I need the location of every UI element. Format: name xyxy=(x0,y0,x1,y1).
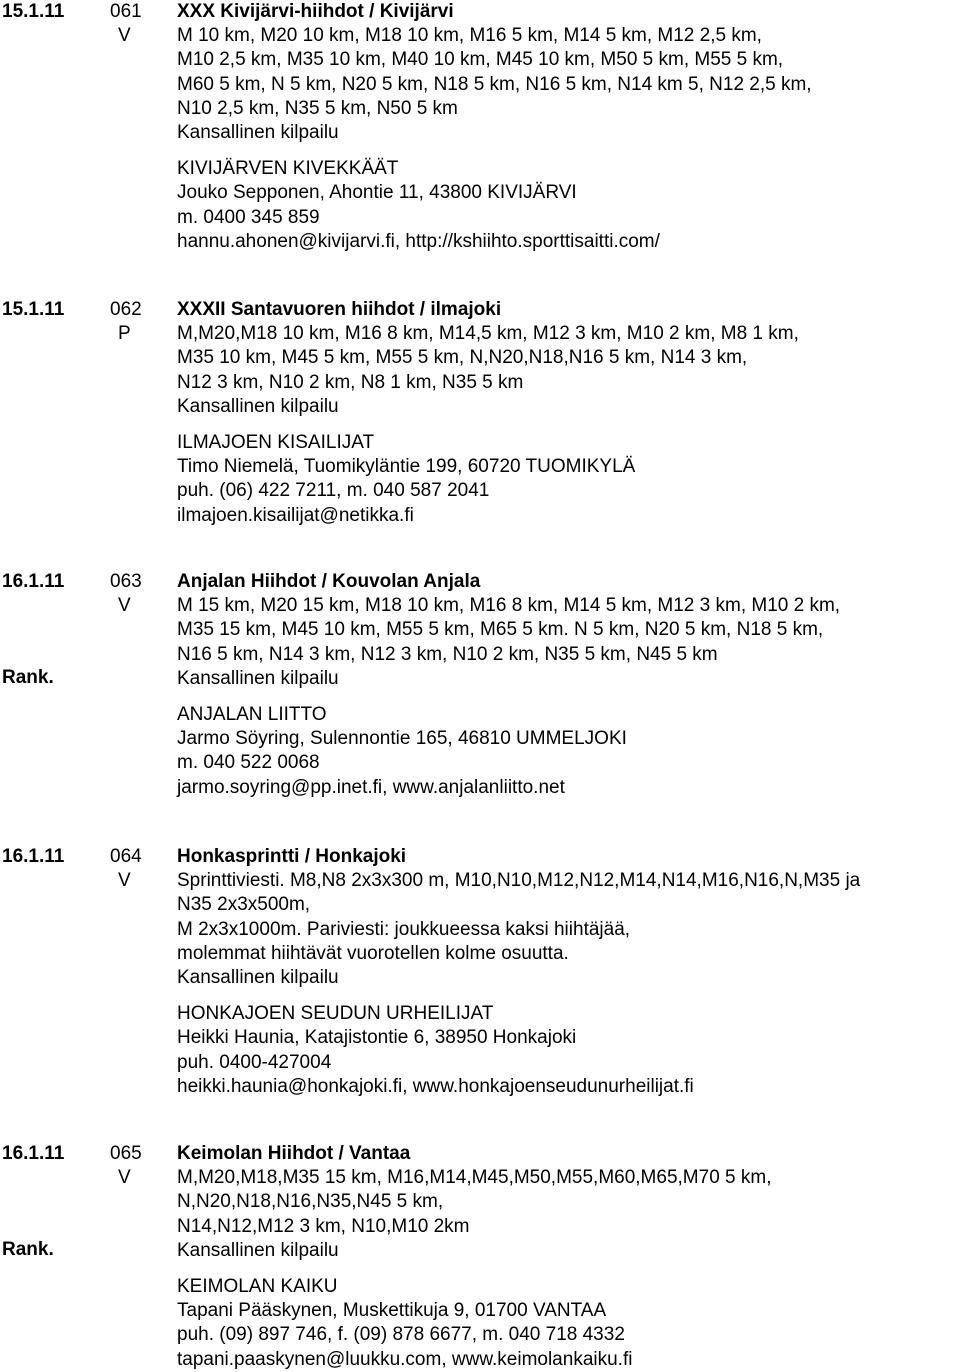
contact-line: puh. (09) 897 746, f. (09) 878 6677, m. 040 718 4332 xyxy=(177,1324,625,1346)
event-063 xyxy=(0,570,960,800)
event-number: 061 xyxy=(110,1,142,22)
event-class: V xyxy=(118,870,131,891)
event-date: 16.1.11 xyxy=(2,571,65,592)
competition-level: Kansallinen kilpailu xyxy=(177,122,339,144)
series-line: M 2x3x1000m. Pariviesti: joukkueessa kaksi hiihtäjää, xyxy=(177,918,631,940)
contact-line: Timo Niemelä, Tuomikyläntie 199, 60720 TUOMIKYLÄ xyxy=(177,456,636,478)
event-number: 063 xyxy=(110,571,142,592)
series-line: molemmat hiihtävät vuorotellen kolme osuutta. xyxy=(177,942,569,964)
series-line: M 15 km, M20 15 km, M18 10 km, M16 8 km, M14 5 km, M12 3 km, M10 2 km, xyxy=(177,595,841,617)
event-number: 065 xyxy=(110,1143,142,1164)
event-062 xyxy=(0,298,960,526)
event-title: Honkasprintti / Honkajoki xyxy=(177,846,407,867)
event-details xyxy=(177,570,960,800)
event-date: 16.1.11 xyxy=(2,846,65,867)
series-line: N12 3 km, N10 2 km, N8 1 km, N35 5 km xyxy=(177,371,524,393)
contact-line: tapani.paaskynen@luukku.com, www.keimolankaiku.fi xyxy=(177,1348,633,1370)
contact-line: m. 0400 345 859 xyxy=(177,206,320,228)
competition-level: Kansallinen kilpailu xyxy=(177,667,339,689)
contact-line: Heikki Haunia, Katajistontie 6, 38950 Honkajoki xyxy=(177,1027,577,1049)
competition-level: Kansallinen kilpailu xyxy=(177,967,339,989)
series-line: M60 5 km, N 5 km, N20 5 km, N18 5 km, N16 5 km, N14 km 5, N12 2,5 km, xyxy=(177,73,812,95)
event-064 xyxy=(0,845,960,1095)
series-line: M35 15 km, M45 10 km, M55 5 km, M65 5 km. N 5 km, N20 5 km, N18 5 km, xyxy=(177,619,824,641)
event-date: 15.1.11 xyxy=(2,299,65,320)
event-class: V xyxy=(118,1167,131,1188)
event-class: V xyxy=(118,25,131,46)
event-title: Keimolan Hiihdot / Vantaa xyxy=(177,1143,411,1164)
event-065 xyxy=(0,1142,960,1368)
organizer-name: KEIMOLAN KAIKU xyxy=(177,1276,338,1298)
event-details xyxy=(177,298,960,528)
series-line: N16 5 km, N14 3 km, N12 3 km, N10 2 km, N35 5 km, N45 5 km xyxy=(177,643,718,665)
contact-line: m. 040 522 0068 xyxy=(177,752,320,774)
series-line: M10 2,5 km, M35 10 km, M40 10 km, M45 10 km, M50 5 km, M55 5 km, xyxy=(177,49,784,71)
competition-level: Kansallinen kilpailu xyxy=(177,395,339,417)
competition-level: Kansallinen kilpailu xyxy=(177,1239,339,1261)
series-line: N,N20,N18,N16,N35,N45 5 km, xyxy=(177,1191,444,1213)
series-line: M,M20,M18 10 km, M16 8 km, M14,5 km, M12 3 km, M10 2 km, M8 1 km, xyxy=(177,323,799,345)
event-date: 15.1.11 xyxy=(2,1,65,22)
event-number: 062 xyxy=(110,299,142,320)
event-class: P xyxy=(118,323,131,344)
event-061 xyxy=(0,0,960,250)
series-line: M,M20,M18,M35 15 km, M16,M14,M45,M50,M55,M60,M65,M70 5 km, xyxy=(177,1167,772,1189)
series-line: M 10 km, M20 10 km, M18 10 km, M16 5 km, M14 5 km, M12 2,5 km, xyxy=(177,25,762,47)
ranking-label: Rank. xyxy=(2,667,54,688)
contact-line: hannu.ahonen@kivijarvi.fi, http://kshiihto.sporttisaitti.com/ xyxy=(177,230,660,252)
series-line: N35 2x3x500m, xyxy=(177,894,311,916)
event-class: V xyxy=(118,595,131,616)
event-date: 16.1.11 xyxy=(2,1143,65,1164)
contact-line: jarmo.soyring@pp.inet.fi, www.anjalanliitto.net xyxy=(177,776,565,798)
contact-line: ilmajoen.kisailijat@netikka.fi xyxy=(177,504,414,526)
contact-line: Tapani Pääskynen, Muskettikuja 9, 01700 VANTAA xyxy=(177,1300,607,1322)
organizer-name: HONKAJOEN SEUDUN URHEILIJAT xyxy=(177,1003,494,1025)
series-line: N10 2,5 km, N35 5 km, N50 5 km xyxy=(177,97,458,119)
contact-line: Jarmo Söyring, Sulennontie 165, 46810 UMMELJOKI xyxy=(177,728,627,750)
event-number: 064 xyxy=(110,846,142,867)
event-details xyxy=(177,1142,960,1372)
event-title: XXXII Santavuoren hiihdot / ilmajoki xyxy=(177,299,502,320)
contact-line: puh. (06) 422 7211, m. 040 587 2041 xyxy=(177,480,490,502)
contact-line: puh. 0400-427004 xyxy=(177,1051,332,1073)
event-title: Anjalan Hiihdot / Kouvolan Anjala xyxy=(177,571,481,592)
event-details xyxy=(177,0,960,254)
event-title: XXX Kivijärvi-hiihdot / Kivijärvi xyxy=(177,1,454,22)
organizer-name: KIVIJÄRVEN KIVEKKÄÄT xyxy=(177,158,399,180)
contact-line: Jouko Sepponen, Ahontie 11, 43800 KIVIJÄRVI xyxy=(177,182,577,204)
organizer-name: ILMAJOEN KISAILIJAT xyxy=(177,432,375,454)
series-line: Sprinttiviesti. M8,N8 2x3x300 m, M10,N10,M12,N12,M14,N14,M16,N16,N,M35 ja xyxy=(177,870,861,892)
series-line: N14,N12,M12 3 km, N10,M10 2km xyxy=(177,1215,470,1237)
contact-line: heikki.haunia@honkajoki.fi, www.honkajoenseudunurheilijat.fi xyxy=(177,1075,694,1097)
series-line: M35 10 km, M45 5 km, M55 5 km, N,N20,N18,N16 5 km, N14 3 km, xyxy=(177,347,748,369)
organizer-name: ANJALAN LIITTO xyxy=(177,704,327,726)
ranking-label: Rank. xyxy=(2,1239,54,1260)
event-details xyxy=(177,845,960,1099)
